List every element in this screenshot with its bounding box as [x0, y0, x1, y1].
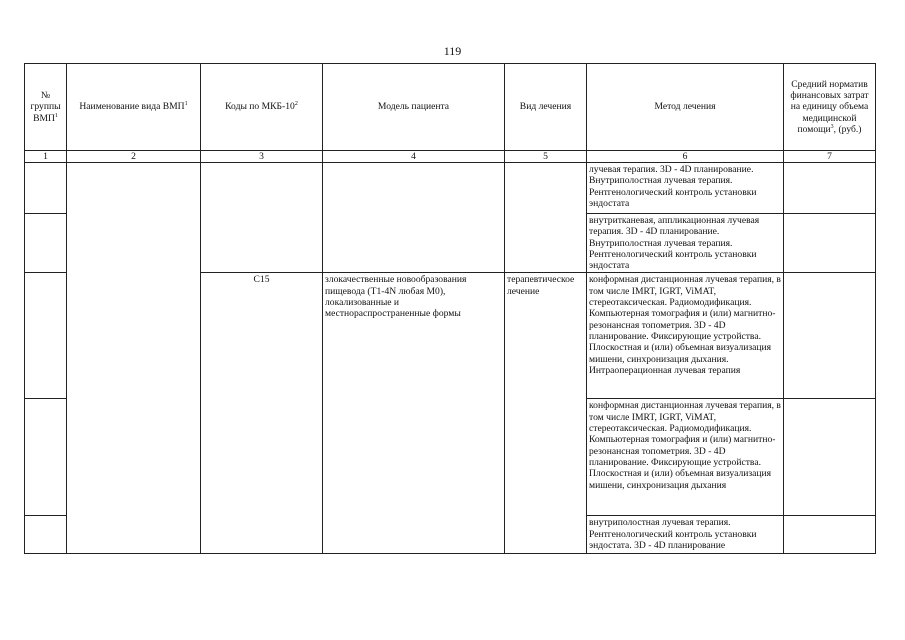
- name-cell: [67, 163, 201, 554]
- group-cell: [25, 399, 67, 516]
- column-number-row: [25, 151, 876, 163]
- model-cell: [323, 163, 505, 273]
- method-cell: конформная дистанционная лучевая терапия, в том числе IMRT, IGRT, ViMAT, стереотаксическая. Радиомодификация. Компьютерная томография и (или) магнитно-резонансная топометрия. 3D - 4D планирование. Фиксирующие устройства. Плоскостная и (или) объемная визуализация мишени, синхронизация дыхания: [587, 399, 784, 516]
- header-method: Метод лечения: [587, 64, 784, 151]
- codes-cell: [201, 163, 323, 273]
- cost-cell: [784, 399, 876, 516]
- column-number: 3: [201, 151, 323, 163]
- treatment-cell: [505, 163, 587, 273]
- method-cell: конформная дистанционная лучевая терапия, в том числе IMRT, IGRT, ViMAT, стереотаксическая. Радиомодификация. Компьютерная томография и (или) магнитно-резонансная топометрия. 3D - 4D планирование. Фиксирующие устройства. Плоскостная и (или) объемная визуализация мишени, синхронизация дыхания. Интраоперационная лучевая терапия: [587, 273, 784, 399]
- cost-cell: [784, 516, 876, 554]
- cost-cell: [784, 214, 876, 273]
- column-number: 4: [323, 151, 505, 163]
- treatment-cell: терапевтическое лечение: [505, 273, 587, 554]
- cost-cell: [784, 163, 876, 214]
- column-number: 2: [67, 151, 201, 163]
- column-number: 1: [25, 151, 67, 163]
- method-cell: внутритканевая, аппликационная лучевая терапия. 3D - 4D планирование. Внутриполостная лучевая терапия. Рентгенологический контроль установки эндостата: [587, 214, 784, 273]
- column-number: 5: [505, 151, 587, 163]
- header-codes: Коды по МКБ-$10^2$: [201, 64, 323, 151]
- group-cell: [25, 273, 67, 399]
- header-model: Модель пациента: [323, 64, 505, 151]
- cost-cell: [784, 273, 876, 399]
- method-cell: лучевая терапия. 3D - 4D планирование. Внутриполостная лучевая терапия. Рентгенологический контроль установки эндостата: [587, 163, 784, 214]
- group-cell: [25, 163, 67, 214]
- header-row: [25, 64, 876, 151]
- header-name: Наименование вида ВМП$^1$: [67, 64, 201, 151]
- header-cost: Средний норматив финансовых затрат на единицу объема медицинской помощи$^3$, (руб.): [784, 64, 876, 151]
- codes-cell: C15: [201, 273, 323, 554]
- table-row: [25, 163, 876, 214]
- model-cell: злокачественные новообразования пищевода (T1-4N любая M0), локализованные и местнораспространенные формы: [323, 273, 505, 554]
- header-group: № группы ВМП$^1$: [25, 64, 67, 151]
- header-treatment: Вид лечения: [505, 64, 587, 151]
- group-cell: [25, 214, 67, 273]
- column-number: 6: [587, 151, 784, 163]
- vmp-table: [24, 63, 876, 554]
- method-cell: внутриполостная лучевая терапия. Рентгенологический контроль установки эндостата. 3D - 4D планирование: [587, 516, 784, 554]
- page-number: 119: [443, 44, 462, 58]
- column-number: 7: [784, 151, 876, 163]
- group-cell: [25, 516, 67, 554]
